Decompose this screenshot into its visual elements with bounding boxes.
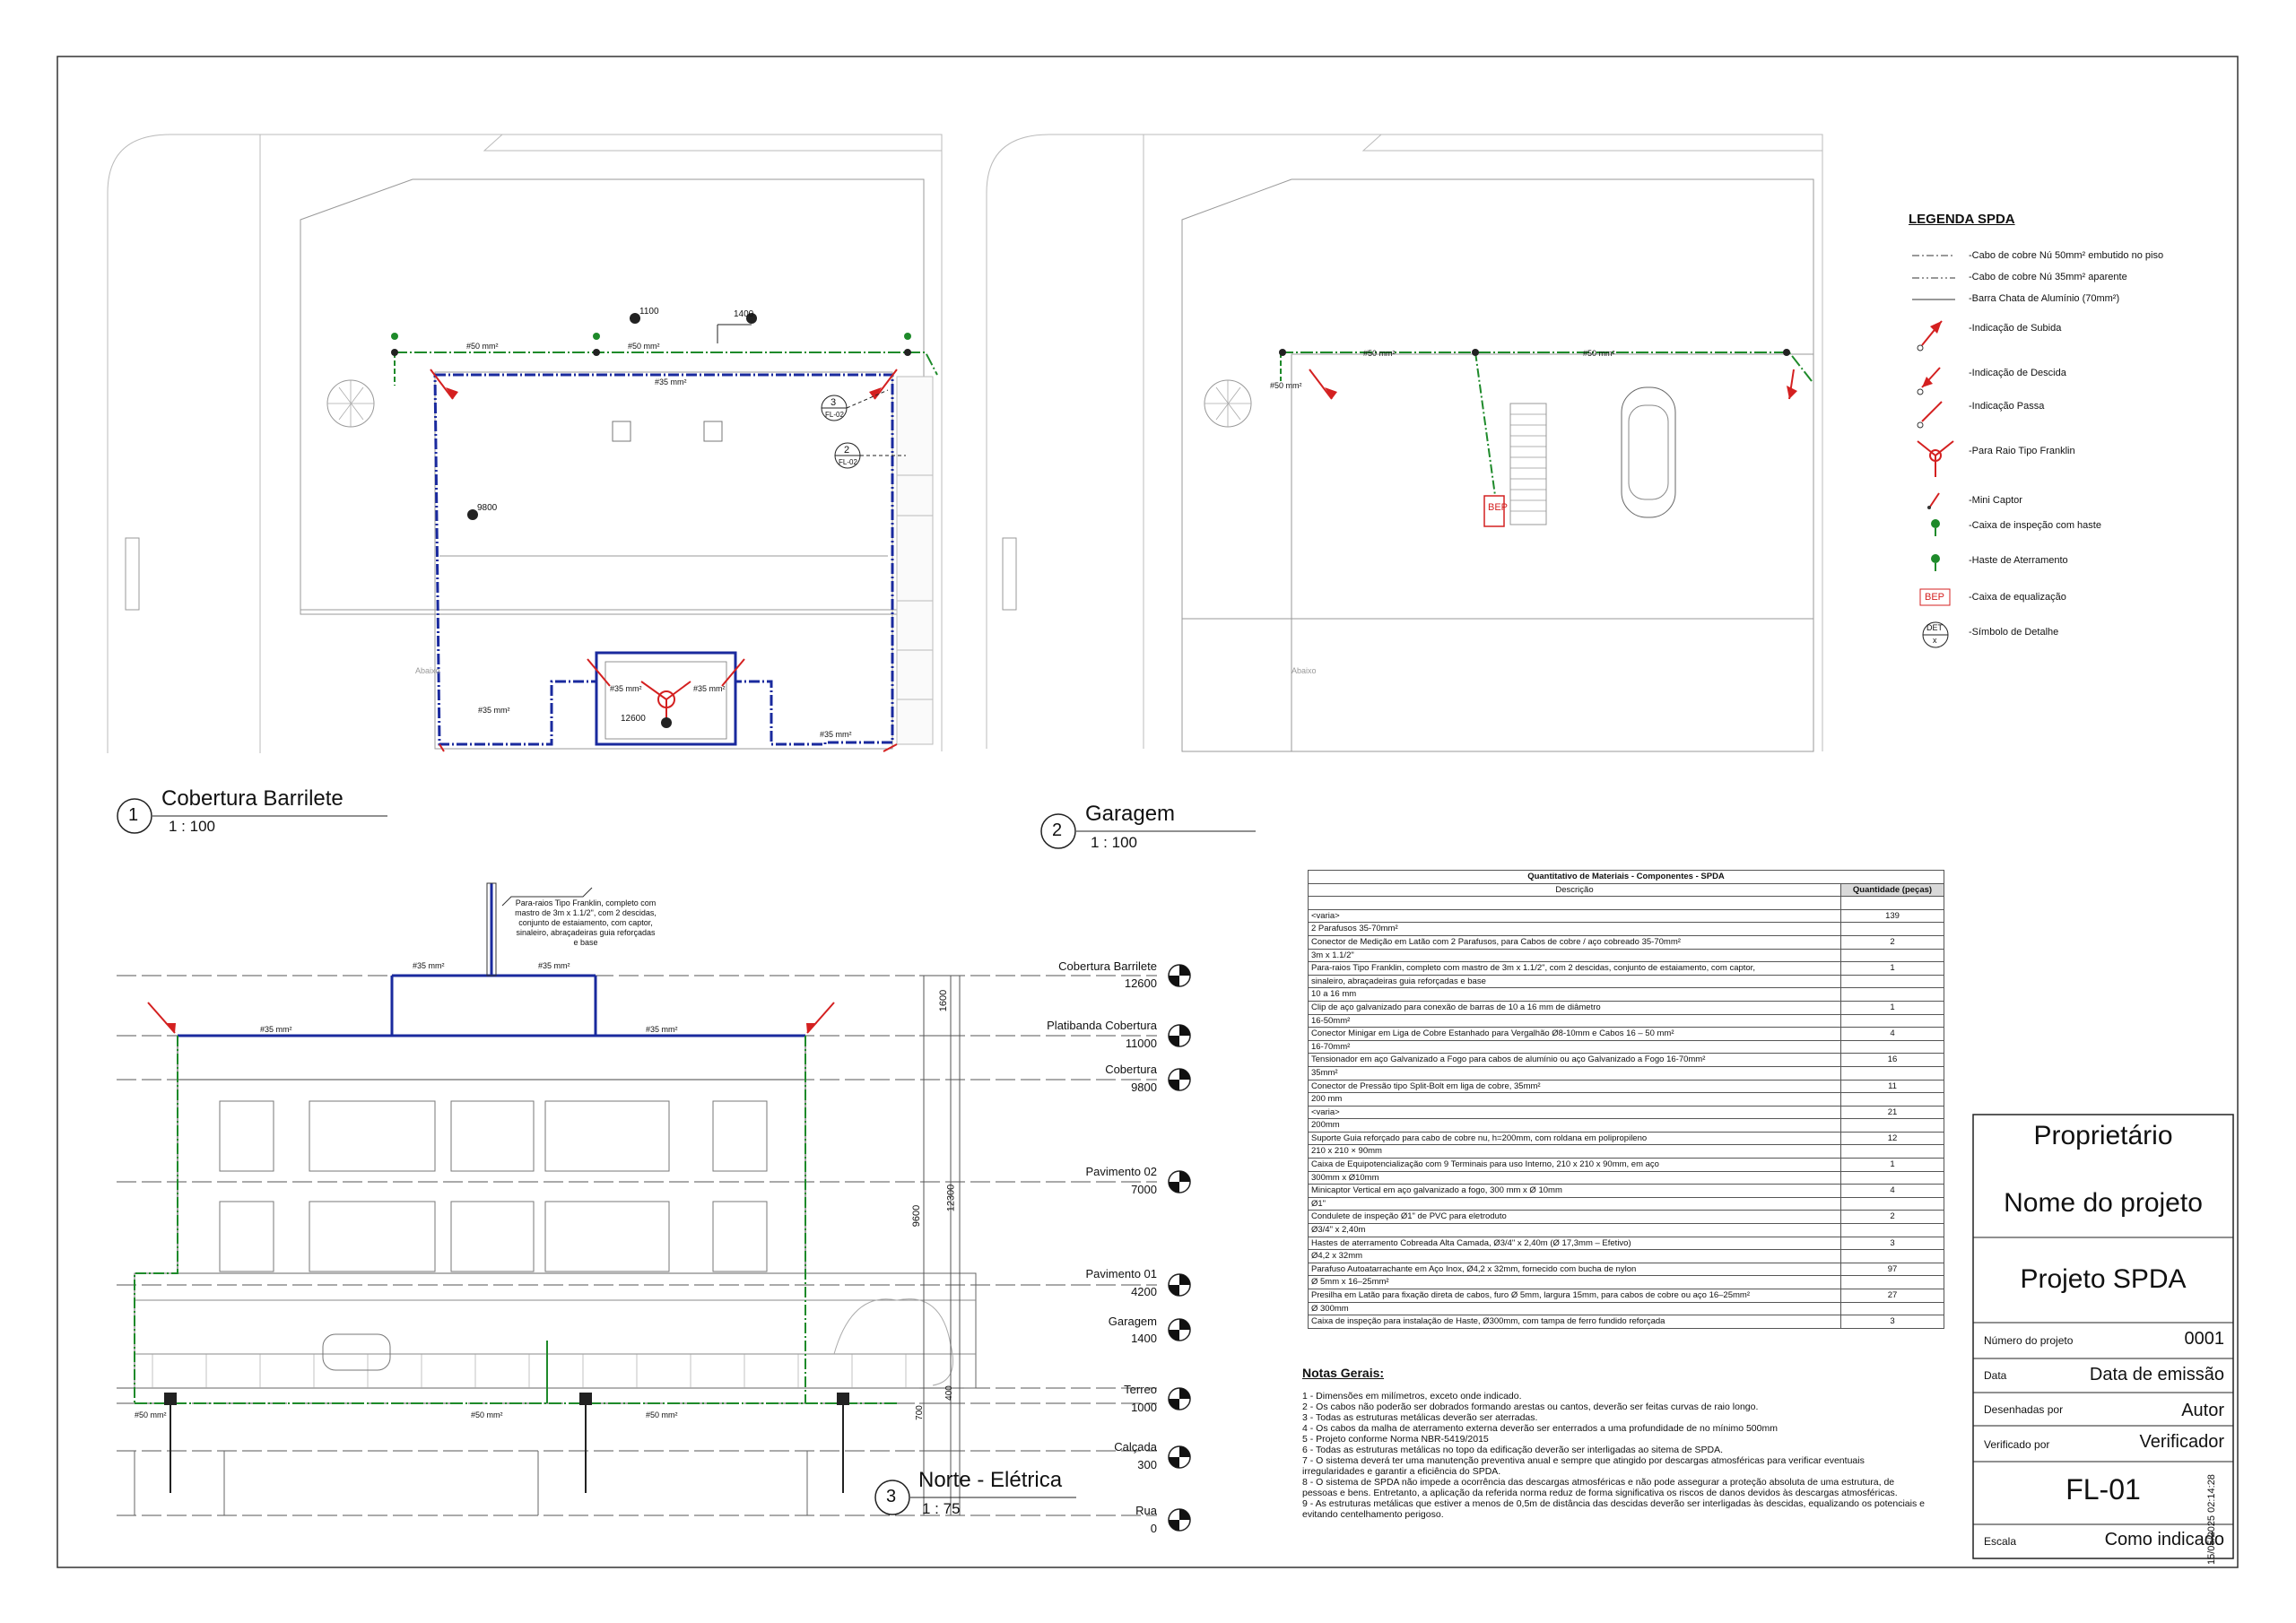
legend-item-haste: -Haste de Aterramento (1969, 555, 2068, 566)
view1-title: Cobertura Barrilete (161, 786, 344, 811)
tb-project-number-label: Número do projeto (1984, 1334, 2074, 1347)
table-row (1309, 1159, 1944, 1172)
table-cell-description: 3m x 1.1/2" (1309, 949, 1841, 962)
table-row (1309, 1263, 1944, 1276)
note-line: 4 - Os cabos da malha de aterramento externa deverão ser enterrados a uma profundidade de no mínimo 500mm (1302, 1423, 1778, 1434)
level-name-5: Garagem (1108, 1315, 1157, 1328)
level-name-2: Cobertura (1105, 1063, 1157, 1076)
legend-item-franklin: -Para Raio Tipo Franklin (1969, 446, 2075, 456)
legend-symbols (1912, 256, 1955, 647)
table-cell-quantity: 3 (1841, 1237, 1944, 1250)
table-cell-quantity (1841, 1145, 1944, 1159)
table-row (1309, 1080, 1944, 1093)
table-cell-quantity: 27 (1841, 1289, 1944, 1303)
table-cell-quantity: 3 (1841, 1315, 1944, 1329)
quantity-table-title: Quantitativo de Materiais - Componentes - SPDA (1309, 871, 1944, 884)
plan1-dim-1400: 1400 (734, 309, 754, 319)
elev-cable50-b: #50 mm² (471, 1410, 503, 1419)
table-cell-quantity (1841, 975, 1944, 988)
table-row (1309, 1028, 1944, 1041)
legend-item-descida: -Indicação de Descida (1969, 368, 2066, 378)
table-row (1309, 897, 1944, 910)
table-cell-description: Caixa de inspeção para instalação de Haste, Ø300mm, com tampa de ferro fundido reforçada (1309, 1315, 1841, 1329)
table-cell-quantity: 12 (1841, 1132, 1944, 1145)
table-cell-quantity (1841, 1040, 1944, 1054)
level-name-4: Pavimento 01 (1085, 1267, 1157, 1280)
table-cell-quantity: 1 (1841, 962, 1944, 976)
table-cell-description: Ø3/4" x 2,40m (1309, 1224, 1841, 1237)
quantity-table-col-desc: Descrição (1309, 883, 1841, 897)
legend-title: LEGENDA SPDA (1909, 212, 2015, 227)
table-cell-description: 210 x 210 × 90mm (1309, 1145, 1841, 1159)
legend-det-bottom: x (1933, 636, 1937, 645)
table-row (1309, 1276, 1944, 1289)
table-row (1309, 1237, 1944, 1250)
legend-item-minicaptor: -Mini Captor (1969, 495, 2022, 506)
level-name-3: Pavimento 02 (1085, 1165, 1157, 1178)
table-cell-description: Clip de aço galvanizado para conexão de barras de 10 a 16 mm de diâmetro (1309, 1001, 1841, 1014)
plan1-dim-1100: 1100 (639, 307, 659, 317)
table-row (1309, 1066, 1944, 1080)
dim-12300: 12300 (945, 1184, 957, 1212)
quantity-table (1308, 870, 1944, 1329)
level-name-1: Platibanda Cobertura (1047, 1019, 1157, 1032)
tb-date: Data de emissão (2089, 1365, 2224, 1384)
table-row (1309, 1119, 1944, 1133)
level-value-1: 11000 (1125, 1037, 1157, 1050)
note-line: 7 - O sistema deverá ter uma manutenção preventiva anual e sempre que atingido por descargas atmosféricas para verificar eventuais (1302, 1455, 1865, 1466)
legend-item-cabo50: -Cabo de cobre Nú 50mm² embutido no piso (1969, 250, 2164, 261)
view2-number: 2 (1052, 820, 1063, 840)
plan1-cable50-a: #50 mm² (466, 342, 499, 351)
table-row (1309, 1014, 1944, 1028)
table-cell-quantity: 2 (1841, 935, 1944, 949)
elevation-franklin-note: Para-raios Tipo Franklin, completo com mastro de 3m x 1.1/2", com 2 descidas, conjunto de estaiamento, com captor, sinaleiro, abraçadeiras guia reforçadas e base (515, 898, 657, 947)
table-cell-quantity (1841, 1302, 1944, 1315)
table-row (1309, 1171, 1944, 1185)
table-row (1309, 1132, 1944, 1145)
table-cell-quantity (1841, 1250, 1944, 1263)
table-cell-description: 200 mm (1309, 1093, 1841, 1107)
level-value-4: 4200 (1131, 1285, 1157, 1298)
note-line: pessoas e bens. Entretanto, a aplicação da referida norma reduz de forma significativa os riscos de danos devidos às descargas atmosféricas. (1302, 1488, 1898, 1498)
table-row (1309, 1145, 1944, 1159)
table-cell-quantity (1841, 1014, 1944, 1028)
table-cell-description: 2 Parafusos 35-70mm² (1309, 923, 1841, 936)
tb-checked-label: Verificado por (1984, 1438, 2050, 1451)
table-cell-quantity (1841, 949, 1944, 962)
plan1-cable35-br: #35 mm² (820, 730, 852, 739)
view3-scale: 1 : 75 (922, 1500, 961, 1517)
plan2-abaixo: Abaixo (1292, 666, 1317, 675)
elev-cable35-c: #35 mm² (413, 961, 445, 970)
table-cell-quantity: 11 (1841, 1080, 1944, 1093)
table-row (1309, 975, 1944, 988)
legend-item-cabo35: -Cabo de cobre Nú 35mm² aparente (1969, 272, 2127, 282)
table-cell-description: 10 a 16 mm (1309, 988, 1841, 1002)
table-row (1309, 1185, 1944, 1198)
tb-date-label: Data (1984, 1369, 2007, 1382)
note-line: 9 - As estruturas metálicas que estiver a menos de 0,5m de distância das descidas deverão ser interligadas às descidas, equalizando os potenciais e (1302, 1498, 1925, 1509)
table-cell-description: 16-50mm² (1309, 1014, 1841, 1028)
table-cell-description: Ø1" (1309, 1197, 1841, 1211)
level-value-5: 1400 (1131, 1332, 1157, 1345)
table-row (1309, 935, 1944, 949)
table-row (1309, 1315, 1944, 1329)
general-notes (1302, 1367, 1948, 1520)
callout3-sheet: FL-02 (825, 411, 844, 419)
view2-scale: 1 : 100 (1091, 834, 1137, 851)
elev-cable35-b: #35 mm² (646, 1025, 678, 1034)
dim-1600: 1600 (938, 989, 950, 1012)
legend-item-barra: -Barra Chata de Alumínio (70mm²) (1969, 293, 2120, 304)
table-cell-quantity: 1 (1841, 1001, 1944, 1014)
plan1-cable35-top: #35 mm² (655, 378, 687, 386)
table-cell-description: 300mm x Ø10mm (1309, 1171, 1841, 1185)
table-row (1309, 1224, 1944, 1237)
level-value-7: 300 (1137, 1458, 1157, 1471)
plan1-cable35-fl: #35 mm² (610, 684, 642, 693)
plan2-bep: BEP (1488, 502, 1509, 513)
table-row (1309, 909, 1944, 923)
callout2-sheet: FL-02 (839, 458, 857, 466)
note-line: evitando centelhamento perigoso. (1302, 1509, 1444, 1520)
elev-cable35-d: #35 mm² (538, 961, 570, 970)
table-cell-quantity (1841, 923, 1944, 936)
note-line: 1 - Dimensões em milímetros, exceto onde indicado. (1302, 1391, 1522, 1402)
plan2-cable50-a: #50 mm² (1363, 349, 1396, 358)
callout3-number: 3 (831, 397, 837, 408)
table-cell-description: Hastes de aterramento Cobreada Alta Camada, Ø3/4" x 2,40m (Ø 17,3mm – Efetivo) (1309, 1237, 1841, 1250)
table-cell-description: Para-raios Tipo Franklin, completo com mastro de 3m x 1.1/2", com 2 descidas, conjunto de estaiamento, com captor, (1309, 962, 1841, 976)
table-row (1309, 923, 1944, 936)
table-row (1309, 1040, 1944, 1054)
level-name-0: Cobertura Barrilete (1058, 959, 1157, 973)
table-cell-quantity (1841, 1197, 1944, 1211)
note-line: 8 - O sistema de SPDA não impede a ocorrência das descargas atmosféricas e não pode assegurar a proteção absoluta de uma estrutura, de (1302, 1477, 1895, 1488)
table-row (1309, 962, 1944, 976)
table-cell-quantity: 2 (1841, 1211, 1944, 1224)
tb-owner: Proprietário (2033, 1121, 2173, 1150)
table-cell-description: Tensionador em aço Galvanizado a Fogo para cabos de alumínio ou aço Galvanizado a Fogo 16-70mm² (1309, 1054, 1841, 1067)
plan1-abaixo: Abaixo (415, 666, 440, 675)
table-cell-quantity: 4 (1841, 1185, 1944, 1198)
notes-title: Notas Gerais: (1302, 1366, 1385, 1380)
view3-title: Norte - Elétrica (918, 1468, 1063, 1492)
plan2-cable50-c: #50 mm² (1270, 381, 1302, 390)
table-cell-description: Parafuso Autoatarrachante em Aço Inox, Ø4,2 x 32mm, fornecido com bucha de nylon (1309, 1263, 1841, 1276)
table-row (1309, 988, 1944, 1002)
table-row (1309, 1054, 1944, 1067)
dim-400: 400 (944, 1385, 954, 1401)
table-cell-quantity (1841, 897, 1944, 910)
tb-project-title: Projeto SPDA (2020, 1264, 2187, 1294)
table-row (1309, 949, 1944, 962)
table-row (1309, 1302, 1944, 1315)
plan2-cable50-b: #50 mm² (1583, 349, 1615, 358)
table-cell-quantity (1841, 1224, 1944, 1237)
table-cell-quantity (1841, 1093, 1944, 1107)
legend-det-top: DET (1926, 623, 1943, 632)
tb-checked: Verificador (2139, 1432, 2224, 1452)
legend-item-bep: -Caixa de equalização (1969, 592, 2066, 603)
note-line: irregularidades e garantir a eficiência do SPDA. (1302, 1466, 1501, 1477)
table-cell-description: Ø4,2 x 32mm (1309, 1250, 1841, 1263)
table-row (1309, 1289, 1944, 1303)
callout2-number: 2 (844, 445, 850, 456)
table-cell-quantity: 4 (1841, 1028, 1944, 1041)
legend-item-passa: -Indicação Passa (1969, 401, 2045, 412)
table-cell-quantity: 139 (1841, 909, 1944, 923)
table-cell-description: Presilha em Latão para fixação direta de cabos, furo Ø 5mm, largura 15mm, para cabos de cobre ou aço 16–25mm² (1309, 1289, 1841, 1303)
dim-700: 700 (914, 1405, 925, 1420)
note-line: 6 - Todas as estruturas metálicas no topo da edificação deverão ser interligadas ao sitema de SPDA. (1302, 1445, 1724, 1455)
elev-cable35-a: #35 mm² (260, 1025, 292, 1034)
plan-garagem (987, 135, 1822, 751)
table-row (1309, 1001, 1944, 1014)
quantity-table-col-qty: Quantidade (peças) (1841, 883, 1944, 897)
table-cell-description (1309, 897, 1841, 910)
view2-title: Garagem (1085, 802, 1176, 826)
table-cell-quantity (1841, 1276, 1944, 1289)
table-cell-quantity (1841, 1119, 1944, 1133)
level-name-8: Rua (1135, 1504, 1157, 1517)
quantity-table-body (1309, 897, 1944, 1329)
table-cell-description: Conector Minigar em Liga de Cobre Estanhado para Vergalhão Ø8-10mm e Cabos 16 – 50 mm² (1309, 1028, 1841, 1041)
table-row (1309, 1250, 1944, 1263)
table-cell-description: Conector de Medição em Latão com 2 Parafusos, para Cabos de cobre / aço cobreado 35-70mm² (1309, 935, 1841, 949)
table-cell-description: 35mm² (1309, 1066, 1841, 1080)
legend-item-subida: -Indicação de Subida (1969, 323, 2062, 334)
plan1-dim-12600: 12600 (621, 714, 646, 724)
legend-item-detalhe: -Símbolo de Detalhe (1969, 627, 2059, 638)
plan1-cable35-bl: #35 mm² (478, 706, 510, 715)
table-cell-description: Suporte Guia reforçado para cabo de cobre nu, h=200mm, com roldana em polipropileno (1309, 1132, 1841, 1145)
table-cell-quantity (1841, 988, 1944, 1002)
table-row (1309, 1106, 1944, 1119)
table-row (1309, 1197, 1944, 1211)
table-cell-quantity: 16 (1841, 1054, 1944, 1067)
table-cell-description: Condulete de inspeção Ø1" de PVC para eletroduto (1309, 1211, 1841, 1224)
table-cell-description: Caixa de Equipotencialização com 9 Terminais para uso Interno, 210 x 210 x 90mm, em aço (1309, 1159, 1841, 1172)
table-cell-description: <varia> (1309, 909, 1841, 923)
table-cell-description: 16-70mm² (1309, 1040, 1841, 1054)
tb-sheet-number: FL-01 (2066, 1473, 2141, 1506)
tb-drawn-label: Desenhadas por (1984, 1403, 2064, 1416)
table-cell-description: Ø 5mm x 16–25mm² (1309, 1276, 1841, 1289)
tb-project-number: 0001 (2184, 1329, 2224, 1349)
plan-cobertura-barrilete (108, 135, 942, 753)
elev-cable50-a: #50 mm² (135, 1410, 167, 1419)
tb-timestamp: 15/05/2025 02:14:28 (2206, 1474, 2217, 1565)
dim-9600: 9600 (911, 1204, 923, 1228)
level-name-7: Calçada (1114, 1440, 1157, 1454)
table-cell-description: 200mm (1309, 1119, 1841, 1133)
table-cell-description: Minicaptor Vertical em aço galvanizado a fogo, 300 mm x Ø 10mm (1309, 1185, 1841, 1198)
view1-number: 1 (128, 805, 139, 825)
table-cell-quantity (1841, 1171, 1944, 1185)
tb-scale: Como indicado (2104, 1530, 2224, 1549)
tb-drawn: Autor (2181, 1401, 2224, 1420)
tb-project-name: Nome do projeto (2004, 1188, 2203, 1218)
legend-item-caixa-inspecao: -Caixa de inspeção com haste (1969, 520, 2101, 531)
level-value-0: 12600 (1124, 976, 1157, 990)
level-value-8: 0 (1150, 1522, 1157, 1535)
table-cell-quantity: 21 (1841, 1106, 1944, 1119)
level-name-6: Terreo (1124, 1383, 1157, 1396)
table-row (1309, 1093, 1944, 1107)
table-row (1309, 1211, 1944, 1224)
table-cell-description: Conector de Pressão tipo Split-Bolt em liga de cobre, 35mm² (1309, 1080, 1841, 1093)
view1-scale: 1 : 100 (169, 818, 215, 835)
table-cell-description: <varia> (1309, 1106, 1841, 1119)
table-cell-description: sinaleiro, abraçadeiras guia reforçadas e base (1309, 975, 1841, 988)
note-line: 5 - Projeto conforme Norma NBR-5419/2015 (1302, 1434, 1489, 1445)
tb-scale-label: Escala (1984, 1535, 2017, 1548)
notes-lines (1302, 1391, 1948, 1520)
level-value-2: 9800 (1131, 1081, 1157, 1094)
table-cell-description: Ø 300mm (1309, 1302, 1841, 1315)
note-line: 3 - Todas as estruturas metálicas deverão ser aterradas. (1302, 1412, 1538, 1423)
level-value-3: 7000 (1131, 1183, 1157, 1196)
quantity-table-wrapper (1308, 870, 1944, 1329)
elevation-norte (117, 883, 1190, 1531)
level-value-6: 1000 (1131, 1401, 1157, 1414)
table-cell-quantity: 1 (1841, 1159, 1944, 1172)
legend-bep-box: BEP (1925, 592, 1945, 603)
table-cell-quantity (1841, 1066, 1944, 1080)
note-line: 2 - Os cabos não poderão ser dobrados formando arestas ou cantos, deverão ser feitas curvas de raio longo. (1302, 1402, 1759, 1412)
view3-number: 3 (886, 1487, 897, 1506)
plan1-cable50-b: #50 mm² (628, 342, 660, 351)
table-cell-quantity: 97 (1841, 1263, 1944, 1276)
plan1-dim-9800: 9800 (477, 503, 498, 513)
elev-cable50-c: #50 mm² (646, 1410, 678, 1419)
plan1-cable35-fr: #35 mm² (693, 684, 726, 693)
